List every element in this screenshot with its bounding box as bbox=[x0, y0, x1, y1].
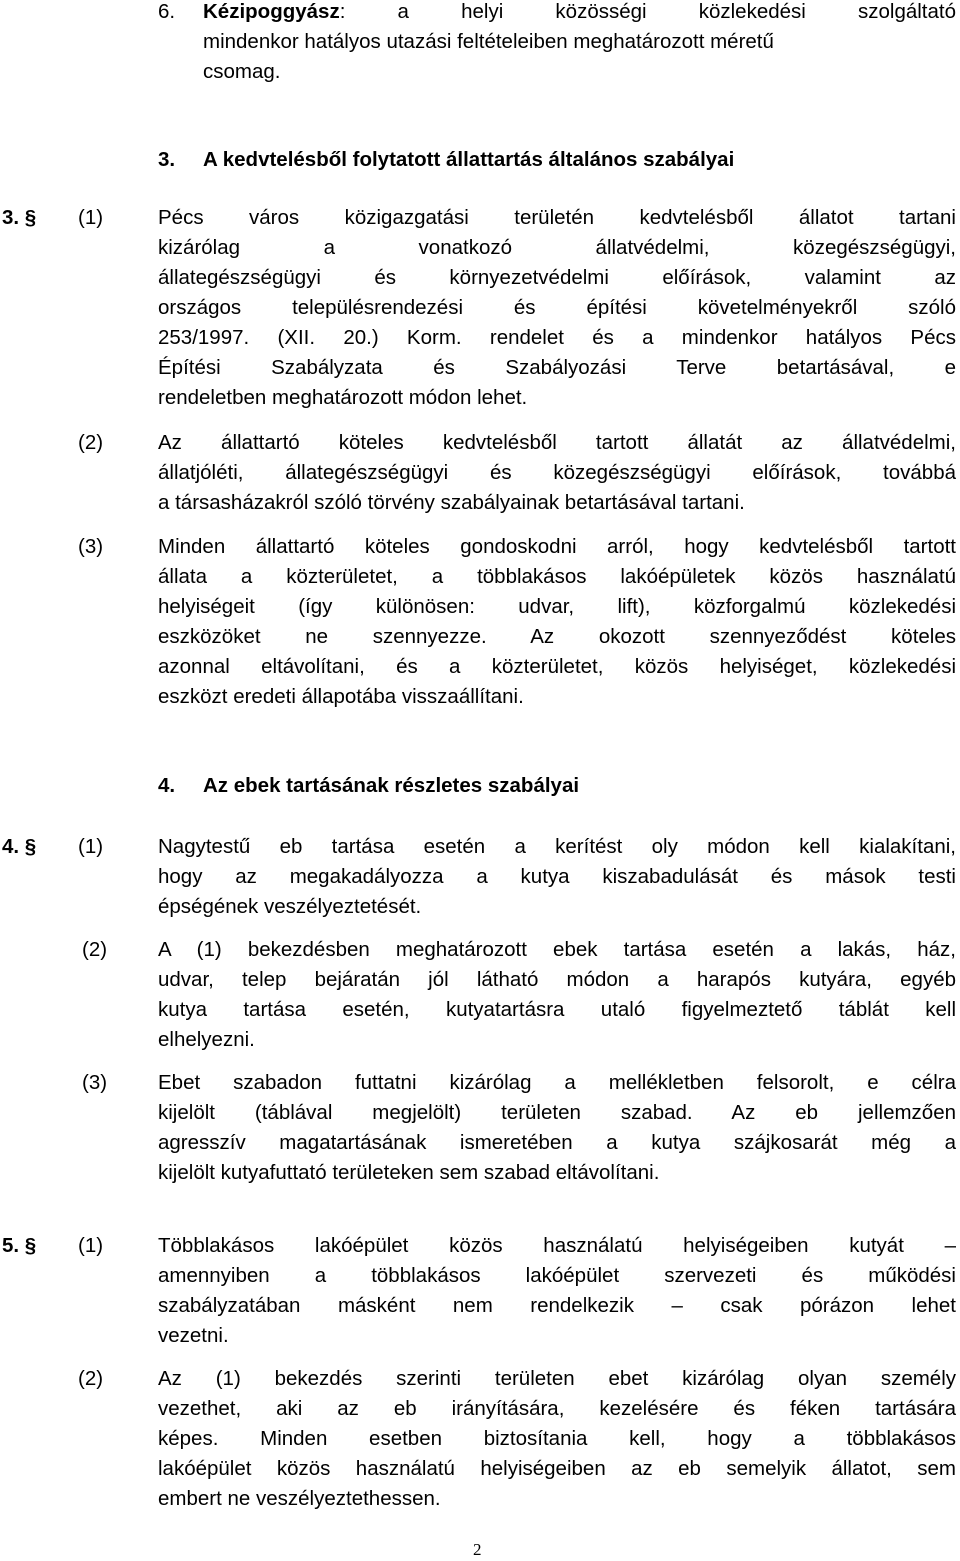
text-line: eszközt eredeti állapotába visszaállítani. bbox=[158, 685, 524, 708]
text-line: szabályzatában másként nem rendelkezik – csak pórázon lehet bbox=[158, 1294, 956, 1317]
text-line: Építési Szabályzata és Szabályozási Terve betartásával, e bbox=[158, 356, 956, 379]
text-line: Nagytestű eb tartása esetén a kerítést oly módon kell kialakítani, bbox=[158, 835, 956, 858]
text-line: Az (1) bekezdés szerinti területen ebet kizárólag olyan személy bbox=[158, 1367, 956, 1390]
text-line: állatjóléti, állategészségügyi és közegészségügyi előírások, továbbá bbox=[158, 461, 956, 484]
subsection-label: (1) bbox=[78, 1234, 104, 1257]
text-line: amennyiben a többlakásos lakóépület szervezeti és működési bbox=[158, 1264, 956, 1287]
subsection-label: (3) bbox=[82, 1071, 108, 1094]
definition-line: mindenkor hatályos utazási feltételeiben meghatározott méretű bbox=[203, 30, 774, 53]
text-line: embert ne veszélyeztethessen. bbox=[158, 1487, 441, 1510]
text-line: Minden állattartó köteles gondoskodni arról, hogy kedvtelésből tartott bbox=[158, 535, 956, 558]
definition-line bbox=[203, 0, 956, 27]
definition-text: : a helyi közösségi közlekedési szolgáltató bbox=[339, 0, 956, 23]
text-line: vezethet, aki az eb irányítására, kezelésére és féken tartására bbox=[158, 1397, 956, 1420]
definition-line: csomag. bbox=[203, 60, 281, 83]
section-heading-number: 3. bbox=[158, 148, 176, 171]
subsection-label: (2) bbox=[78, 431, 104, 454]
paragraph-label: 5. § bbox=[2, 1234, 37, 1257]
text-line: helyiségeit (így különösen: udvar, lift), közforgalmú közlekedési bbox=[158, 595, 956, 618]
text-line: agresszív magatartásának ismeretében a kutya szájkosarát még a bbox=[158, 1131, 956, 1154]
text-line: országos településrendezési és építési követelményekről szóló bbox=[158, 296, 956, 319]
text-line: vezetni. bbox=[158, 1324, 229, 1347]
text-line: kutya tartása esetén, kutyatartásra utaló figyelmeztető táblát kell bbox=[158, 998, 956, 1021]
text-line: 253/1997. (XII. 20.) Korm. rendelet és a mindenkor hatályos Pécs bbox=[158, 326, 956, 349]
text-line: azonnal eltávolítani, és a közterületet, közös helyiséget, közlekedési bbox=[158, 655, 956, 678]
section-heading-number: 4. bbox=[158, 774, 176, 797]
paragraph-label: 3. § bbox=[2, 206, 37, 229]
subsection-label: (1) bbox=[78, 206, 104, 229]
text-line: épségének veszélyeztetését. bbox=[158, 895, 422, 918]
subsection-label: (3) bbox=[78, 535, 104, 558]
page-number: 2 bbox=[473, 1540, 482, 1559]
text-line: eszközöket ne szennyezze. Az okozott szennyeződést köteles bbox=[158, 625, 956, 648]
text-line: Ebet szabadon futtatni kizárólag a mellékletben felsorolt, e célra bbox=[158, 1071, 956, 1094]
text-line: állategészségügyi és környezetvédelmi előírások, valamint az bbox=[158, 266, 956, 289]
text-line: lakóépület közös használatú helyiségeiben az eb semelyik állatot, sem bbox=[158, 1457, 956, 1480]
text-line: a társasházakról szóló törvény szabályainak betartásával tartani. bbox=[158, 491, 745, 514]
text-line: A (1) bekezdésben meghatározott ebek tartása esetén a lakás, ház, bbox=[158, 938, 956, 961]
text-line: rendeletben meghatározott módon lehet. bbox=[158, 386, 528, 409]
section-heading: A kedvtelésből folytatott állattartás általános szabályai bbox=[203, 148, 735, 171]
text-line: udvar, telep bejáratán jól látható módon a harapós kutyára, egyéb bbox=[158, 968, 956, 991]
section-heading: Az ebek tartásának részletes szabályai bbox=[203, 774, 580, 797]
text-line: elhelyezni. bbox=[158, 1028, 255, 1051]
text-line: Pécs város közigazgatási területén kedvtelésből állatot tartani bbox=[158, 206, 956, 229]
text-line: képes. Minden esetben biztosítania kell, hogy a többlakásos bbox=[158, 1427, 956, 1450]
list-number: 6. bbox=[158, 0, 176, 23]
subsection-label: (1) bbox=[78, 835, 104, 858]
text-line: Az állattartó köteles kedvtelésből tartott állatát az állatvédelmi, bbox=[158, 431, 956, 454]
text-line: kijelölt (táblával megjelölt) területen szabad. Az eb jellemzően bbox=[158, 1101, 956, 1124]
text-line: kijelölt kutyafuttató területeken sem szabad eltávolítani. bbox=[158, 1161, 660, 1184]
text-line: hogy az megakadályozza a kutya kiszabadulását és mások testi bbox=[158, 865, 956, 888]
text-line: Többlakásos lakóépület közös használatú helyiségeiben kutyát – bbox=[158, 1234, 956, 1257]
subsection-label: (2) bbox=[82, 938, 108, 961]
subsection-label: (2) bbox=[78, 1367, 104, 1390]
paragraph-label: 4. § bbox=[2, 835, 37, 858]
text-line: kizárólag a vonatkozó állatvédelmi, közegészségügyi, bbox=[158, 236, 956, 259]
text-line: állata a közterületet, a többlakásos lakóépületek közös használatú bbox=[158, 565, 956, 588]
definition-term: Kézipoggyász bbox=[203, 0, 340, 23]
